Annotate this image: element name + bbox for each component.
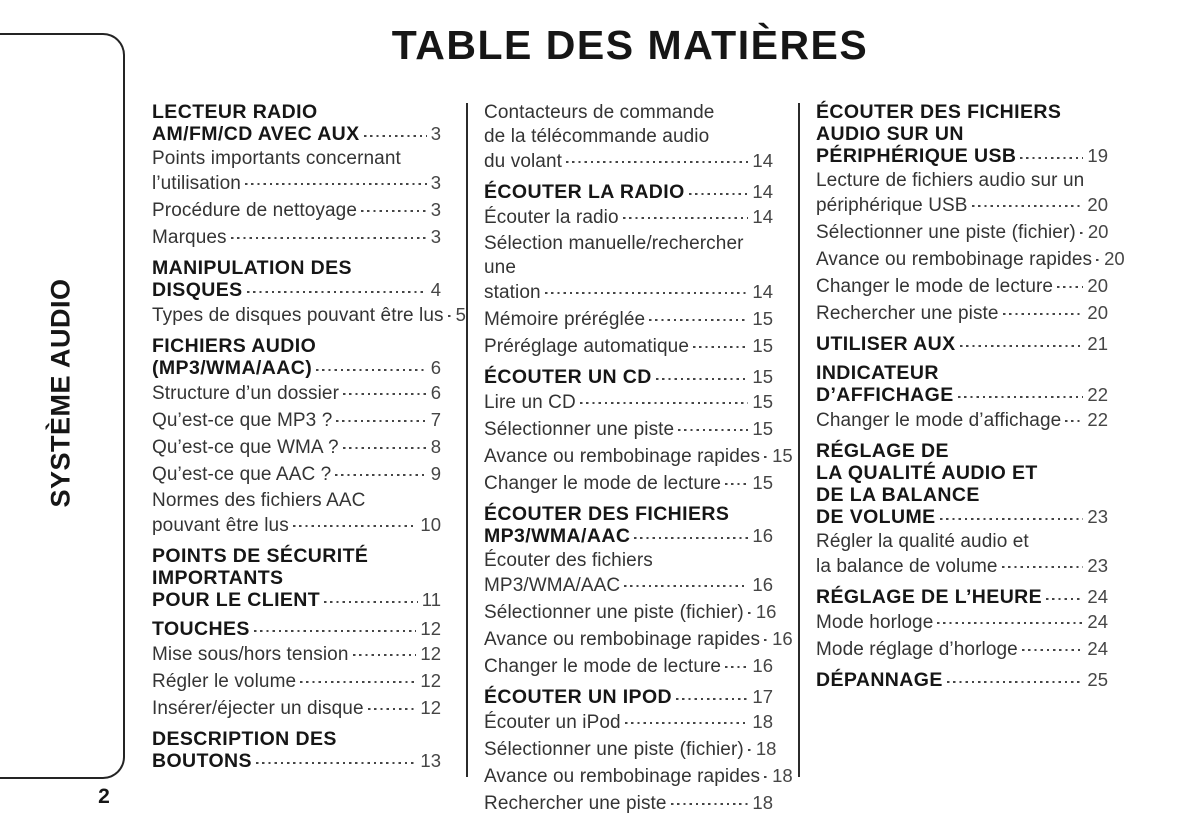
toc-section-heading <box>816 333 1108 355</box>
column-divider <box>798 103 800 777</box>
page-ref: 4 <box>430 279 441 300</box>
toc-section-heading <box>816 101 1108 167</box>
page-ref: 14 <box>752 181 773 202</box>
toc-label-line: Sélection manuelle/rechercher une <box>484 233 744 278</box>
toc-label: DISQUES <box>152 279 243 301</box>
toc-label: ÉCOUTER UN CD <box>484 366 652 388</box>
toc-label: Sélectionner une piste (fichier) <box>816 222 1076 243</box>
page-ref: 5 <box>455 304 466 325</box>
toc-entry <box>484 549 773 598</box>
toc-label-line: FICHIERS AUDIO <box>152 335 317 357</box>
toc-entry <box>152 147 441 196</box>
toc-label: Structure d’un dossier <box>152 383 340 404</box>
toc-entry <box>152 381 441 406</box>
page-ref: 23 <box>1087 555 1108 576</box>
page-ref: 22 <box>1087 384 1108 405</box>
toc-label: Changer le mode de lecture <box>816 276 1054 297</box>
page-ref: 14 <box>752 281 773 302</box>
page-ref: 6 <box>430 382 441 403</box>
page-ref: 18 <box>772 765 793 786</box>
page-ref: 3 <box>430 172 441 193</box>
toc-label: UTILISER AUX <box>816 333 956 355</box>
toc-label: DÉPANNAGE <box>816 669 943 691</box>
toc-label-line: DE LA BALANCE <box>816 484 980 506</box>
toc-label: (MP3/WMA/AAC) <box>152 357 313 379</box>
page-ref: 3 <box>430 199 441 220</box>
page-ref: 7 <box>430 409 441 430</box>
toc-label-line: ÉCOUTER DES FICHIERS <box>484 503 730 525</box>
toc-entry <box>484 232 773 305</box>
toc-label: Avance ou rembobinage rapides <box>484 629 761 650</box>
page-ref: 16 <box>752 574 773 595</box>
toc-section-heading <box>152 545 441 611</box>
page-number: 2 <box>98 785 110 808</box>
toc-section-heading <box>816 669 1108 691</box>
toc-label: Rechercher une piste <box>484 793 667 814</box>
toc-entry <box>484 101 773 174</box>
toc-label: Sélectionner une piste (fichier) <box>484 602 744 623</box>
toc-label: Sélectionner une piste (fichier) <box>484 739 744 760</box>
toc-label: D’AFFICHAGE <box>816 384 954 406</box>
toc-section-heading <box>152 257 441 301</box>
toc-section-heading <box>816 586 1108 608</box>
toc-label-line: DESCRIPTION DES <box>152 728 337 750</box>
page-ref: 20 <box>1087 194 1108 215</box>
page-ref: 24 <box>1087 586 1108 607</box>
toc-entry <box>816 169 1108 218</box>
page-ref: 15 <box>752 308 773 329</box>
toc-section-heading <box>484 366 773 388</box>
toc-label-line: LECTEUR RADIO <box>152 101 318 123</box>
toc-entry <box>152 462 441 487</box>
toc-entry <box>816 220 1108 245</box>
page-ref: 10 <box>420 514 441 535</box>
page-ref: 12 <box>420 618 441 639</box>
toc-column-left <box>152 101 466 774</box>
page-ref: 12 <box>420 697 441 718</box>
toc-label: Qu’est-ce que WMA ? <box>152 437 339 458</box>
page-ref: 16 <box>755 601 777 622</box>
toc-label: ÉCOUTER UN IPOD <box>484 686 673 708</box>
toc-label: PÉRIPHÉRIQUE USB <box>816 145 1017 167</box>
page-ref: 14 <box>752 150 773 171</box>
toc-label-line: Points importants concernant <box>152 148 401 169</box>
toc-label: AM/FM/CD AVEC AUX <box>152 123 360 145</box>
toc-label: la balance de volume <box>816 556 998 577</box>
toc-label: Marques <box>152 227 227 248</box>
toc-label-line: MANIPULATION DES <box>152 257 352 279</box>
toc-label-line: LA QUALITÉ AUDIO ET <box>816 462 1038 484</box>
page-ref: 9 <box>430 463 441 484</box>
toc-entry <box>484 444 793 469</box>
sidebar-section-label: SYSTÈME AUDIO <box>45 278 76 508</box>
toc-label: Changer le mode de lecture <box>484 656 722 677</box>
toc-label: Rechercher une piste <box>816 303 999 324</box>
toc-label: l’utilisation <box>152 173 241 194</box>
toc-label: pouvant être lus <box>152 515 289 536</box>
page-ref: 18 <box>752 792 773 813</box>
toc-label: ÉCOUTER LA RADIO <box>484 181 685 203</box>
toc-entry <box>484 600 777 625</box>
toc-label: Mode réglage d’horloge <box>816 639 1018 660</box>
toc-entry <box>484 737 777 762</box>
page-ref: 22 <box>1087 409 1108 430</box>
toc-label: Mode horloge <box>816 612 934 633</box>
toc-label-line: IMPORTANTS <box>152 567 284 589</box>
toc-label: Avance ou rembobinage rapides <box>816 249 1093 270</box>
toc-label: Procédure de nettoyage <box>152 200 358 221</box>
toc-label: Changer le mode de lecture <box>484 473 722 494</box>
toc-entry <box>152 669 441 694</box>
page-ref: 23 <box>1087 506 1108 527</box>
page-ref: 13 <box>420 750 441 771</box>
page-ref: 16 <box>752 525 773 546</box>
page-ref: 15 <box>752 472 773 493</box>
toc-entry <box>484 764 793 789</box>
toc-label-line: INDICATEUR <box>816 362 939 384</box>
toc-label-line: de la télécommande audio <box>484 126 710 147</box>
toc-section-heading <box>152 101 441 145</box>
page-ref: 20 <box>1104 248 1125 269</box>
toc-section-heading <box>484 503 773 547</box>
toc-label-line: ÉCOUTER DES FICHIERS <box>816 101 1062 123</box>
page-ref: 6 <box>430 357 441 378</box>
toc-section-heading <box>484 686 773 708</box>
toc-entry <box>152 303 466 328</box>
toc-entry <box>484 417 773 442</box>
page-ref: 3 <box>430 226 441 247</box>
toc-label: Écouter un iPod <box>484 712 621 733</box>
toc-label-line: POINTS DE SÉCURITÉ <box>152 545 369 567</box>
toc-entry <box>816 530 1108 579</box>
toc-entry <box>152 198 441 223</box>
toc-label: station <box>484 282 541 303</box>
toc-column-right <box>816 101 1125 693</box>
toc-label: Lire un CD <box>484 392 576 413</box>
toc-label: Écouter la radio <box>484 207 619 228</box>
page-ref: 24 <box>1087 611 1108 632</box>
toc-label: TOUCHES <box>152 618 250 640</box>
page-ref: 24 <box>1087 638 1108 659</box>
toc-column-middle <box>484 101 793 818</box>
toc-label: Qu’est-ce que AAC ? <box>152 464 332 485</box>
toc-label-line: Régler la qualité audio et <box>816 531 1029 552</box>
toc-entry <box>816 301 1108 326</box>
toc-label: Qu’est-ce que MP3 ? <box>152 410 333 431</box>
toc-entry <box>816 408 1108 433</box>
toc-label: MP3/WMA/AAC <box>484 575 621 596</box>
toc-entry <box>484 334 773 359</box>
toc-label: Avance ou rembobinage rapides <box>484 446 761 467</box>
toc-label-line: Écouter des fichiers <box>484 550 653 571</box>
page-ref: 15 <box>752 418 773 439</box>
toc-entry <box>152 435 441 460</box>
toc-entry <box>152 408 441 433</box>
toc-entry <box>152 696 441 721</box>
page-ref: 20 <box>1087 275 1108 296</box>
page-ref: 17 <box>752 686 773 707</box>
page-ref: 11 <box>421 589 441 610</box>
toc-entry <box>484 791 773 816</box>
toc-label-line: RÉGLAGE DE <box>816 440 949 462</box>
toc-label: périphérique USB <box>816 195 968 216</box>
toc-label: MP3/WMA/AAC <box>484 525 631 547</box>
toc-entry <box>484 710 773 735</box>
toc-section-heading <box>816 362 1108 406</box>
toc-entry <box>816 274 1108 299</box>
toc-label: Avance ou rembobinage rapides <box>484 766 761 787</box>
toc-entry <box>816 610 1108 635</box>
toc-label: Mémoire préréglée <box>484 309 646 330</box>
toc-label: Changer le mode d’affichage <box>816 410 1062 431</box>
page-ref: 18 <box>752 711 773 732</box>
toc-entry <box>484 307 773 332</box>
page-ref: 14 <box>752 206 773 227</box>
page-ref: 15 <box>752 391 773 412</box>
page-ref: 20 <box>1087 221 1109 242</box>
toc-entry <box>816 637 1108 662</box>
toc-label: Mise sous/hors tension <box>152 644 349 665</box>
toc-label: Types de disques pouvant être lus <box>152 305 444 326</box>
page-ref: 8 <box>430 436 441 457</box>
toc-label: RÉGLAGE DE L’HEURE <box>816 586 1043 608</box>
toc-entry <box>484 627 793 652</box>
toc-label: BOUTONS <box>152 750 252 772</box>
toc-label: POUR LE CLIENT <box>152 589 321 611</box>
page-ref: 3 <box>430 123 441 144</box>
page-ref: 21 <box>1087 333 1108 354</box>
toc-label-line: AUDIO SUR UN <box>816 123 964 145</box>
toc-section-heading <box>152 335 441 379</box>
toc-section-heading <box>816 440 1108 528</box>
toc-entry <box>152 642 441 667</box>
page-ref: 15 <box>752 335 773 356</box>
toc-entry <box>484 654 773 679</box>
page-ref: 19 <box>1087 145 1108 166</box>
toc-entry <box>152 225 441 250</box>
toc-label: Régler le volume <box>152 671 297 692</box>
toc-label-line: Normes des fichiers AAC <box>152 490 366 511</box>
toc-label: Insérer/éjecter un disque <box>152 698 364 719</box>
toc-label-line: Lecture de fichiers audio sur un <box>816 170 1085 191</box>
column-divider <box>466 103 468 777</box>
toc-label: Préréglage automatique <box>484 336 690 357</box>
table-of-contents <box>152 101 1125 818</box>
toc-label: DE VOLUME <box>816 506 936 528</box>
toc-section-heading <box>152 728 441 772</box>
page-ref: 18 <box>755 738 777 759</box>
page-ref: 16 <box>752 655 773 676</box>
page-ref: 12 <box>420 670 441 691</box>
toc-section-heading <box>484 181 773 203</box>
page-ref: 25 <box>1087 669 1108 690</box>
page-ref: 12 <box>420 643 441 664</box>
page-ref: 15 <box>772 445 793 466</box>
page-ref: 16 <box>772 628 793 649</box>
page-ref: 15 <box>752 366 773 387</box>
toc-entry <box>816 247 1125 272</box>
toc-entry <box>484 471 773 496</box>
toc-entry <box>152 489 441 538</box>
toc-section-heading <box>152 618 441 640</box>
toc-label: Sélectionner une piste <box>484 419 675 440</box>
page-ref: 20 <box>1087 302 1108 323</box>
page-title: TABLE DES MATIÈRES <box>391 22 869 68</box>
toc-entry <box>484 205 773 230</box>
toc-label: du volant <box>484 151 563 172</box>
toc-entry <box>484 390 773 415</box>
toc-label-line: Contacteurs de commande <box>484 102 715 123</box>
